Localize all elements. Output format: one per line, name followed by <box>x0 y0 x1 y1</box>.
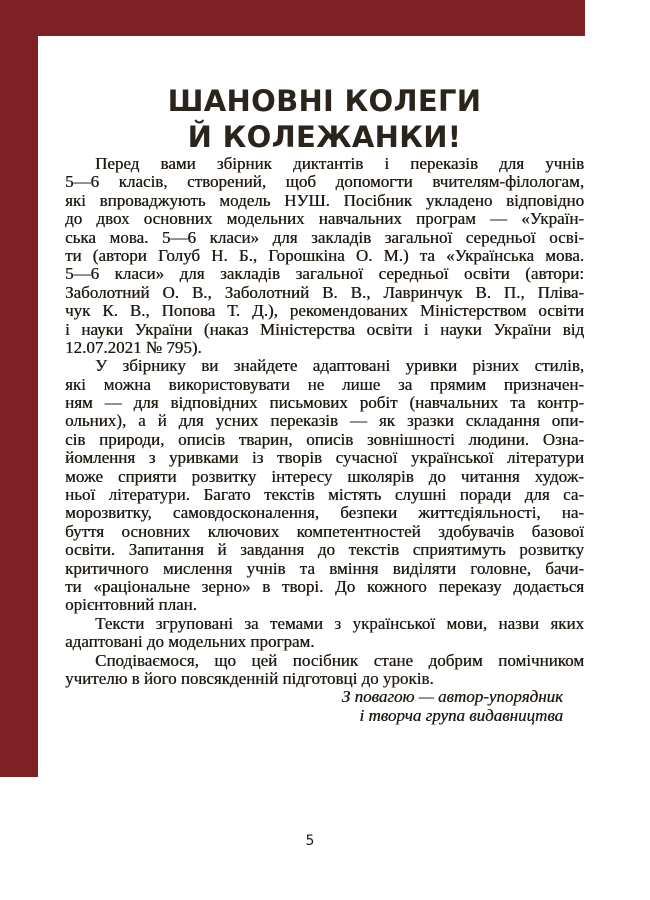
text-line: ська мова. 5—6 класи» для закладів загальної середньої осві- <box>65 228 584 247</box>
text-line: і науки України (наказ Міністерства освіти і науки України від <box>65 320 584 339</box>
paragraph <box>65 615 584 652</box>
left-accent-bar <box>0 0 38 777</box>
preface-body <box>65 155 584 725</box>
text-line: 12.07.2021 № 795). <box>65 338 202 357</box>
page-title <box>65 0 584 155</box>
text-line: 5—6 класи» для закладів загальної середньої освіти (автори: <box>65 265 584 284</box>
text-line: буття основних ключових компетентностей здобувачів базової <box>65 522 584 541</box>
text-line: освіти. Запитання й завдання до текстів сприятимуть розвитку <box>65 541 584 560</box>
text-line: ням — для відповідних письмових робіт (навчальних та контр- <box>65 394 584 413</box>
page-number: 5 <box>305 833 315 849</box>
text-line: йомлення з уривками із творів сучасної української літератури <box>65 449 584 468</box>
paragraph <box>65 155 584 357</box>
text-line: Заболотний О. В., Заболотний В. В., Лавринчук В. П., Пліва- <box>65 283 584 302</box>
text-line: Тексти згруповані за темами з української мови, назви яких <box>95 614 584 633</box>
page-title-line-2: Й КОЛЕЖАНКИ! <box>187 120 462 154</box>
paragraph <box>65 652 584 689</box>
text-line: які можна використовувати не лише за прямим призначен- <box>65 375 584 394</box>
text-line: які впроваджують модель НУШ. Посібник укладено відповідно <box>65 191 584 210</box>
text-line: морозвитку, самовдосконалення, безпеки життєдіяльності, на- <box>65 504 584 523</box>
text-line: учителю в його повсякденній підготовці до уроків. <box>65 669 434 688</box>
text-line: 5—6 класів, створений, щоб допомогти вчителям-філологам, <box>65 173 584 192</box>
text-line: до двох основних модельних навчальних програм — «Україн- <box>65 210 584 229</box>
paragraph <box>65 357 584 614</box>
text-line: чук К. В., Попова Т. Д.), рекомендованих Міністерством освіти <box>65 302 584 321</box>
text-line: ольних), а й для усних переказів — як зразки складання опи- <box>65 412 584 431</box>
text-line: адаптовані до модельних програм. <box>65 633 315 652</box>
text-line: ти (автори Голуб Н. Б., Горошкіна О. М.) та «Українська мова. <box>65 246 584 265</box>
signature-block <box>65 688 584 725</box>
text-line: критичного мислення учнів та вміння виділяти головне, бачи- <box>65 559 584 578</box>
text-line: сів природи, описів тварин, описів зовнішності людини. Озна- <box>65 430 584 449</box>
text-line: орієнтовний план. <box>65 596 197 615</box>
text-line: У збірнику ви знайдете адаптовані уривки різних стилів, <box>95 357 584 376</box>
text-line: Сподіваємося, що цей посібник стане добрим помічником <box>95 651 584 670</box>
signature-line: і творча група видавництва <box>359 706 563 725</box>
page-title-line-1: ШАНОВНІ КОЛЕГИ <box>167 84 482 118</box>
text-column <box>65 0 584 725</box>
text-line: ти «раціональне зерно» в творі. До кожного переказу додається <box>65 577 584 596</box>
signature-line: З повагою — автор-упорядник <box>341 688 563 707</box>
text-line: Перед вами збірник диктантів і переказів для учнів <box>95 155 584 173</box>
text-line: може сприяти розвитку інтересу школярів до читання худож- <box>65 467 584 486</box>
text-line: ньої літератури. Багато текстів містять слушні поради для са- <box>65 486 584 505</box>
